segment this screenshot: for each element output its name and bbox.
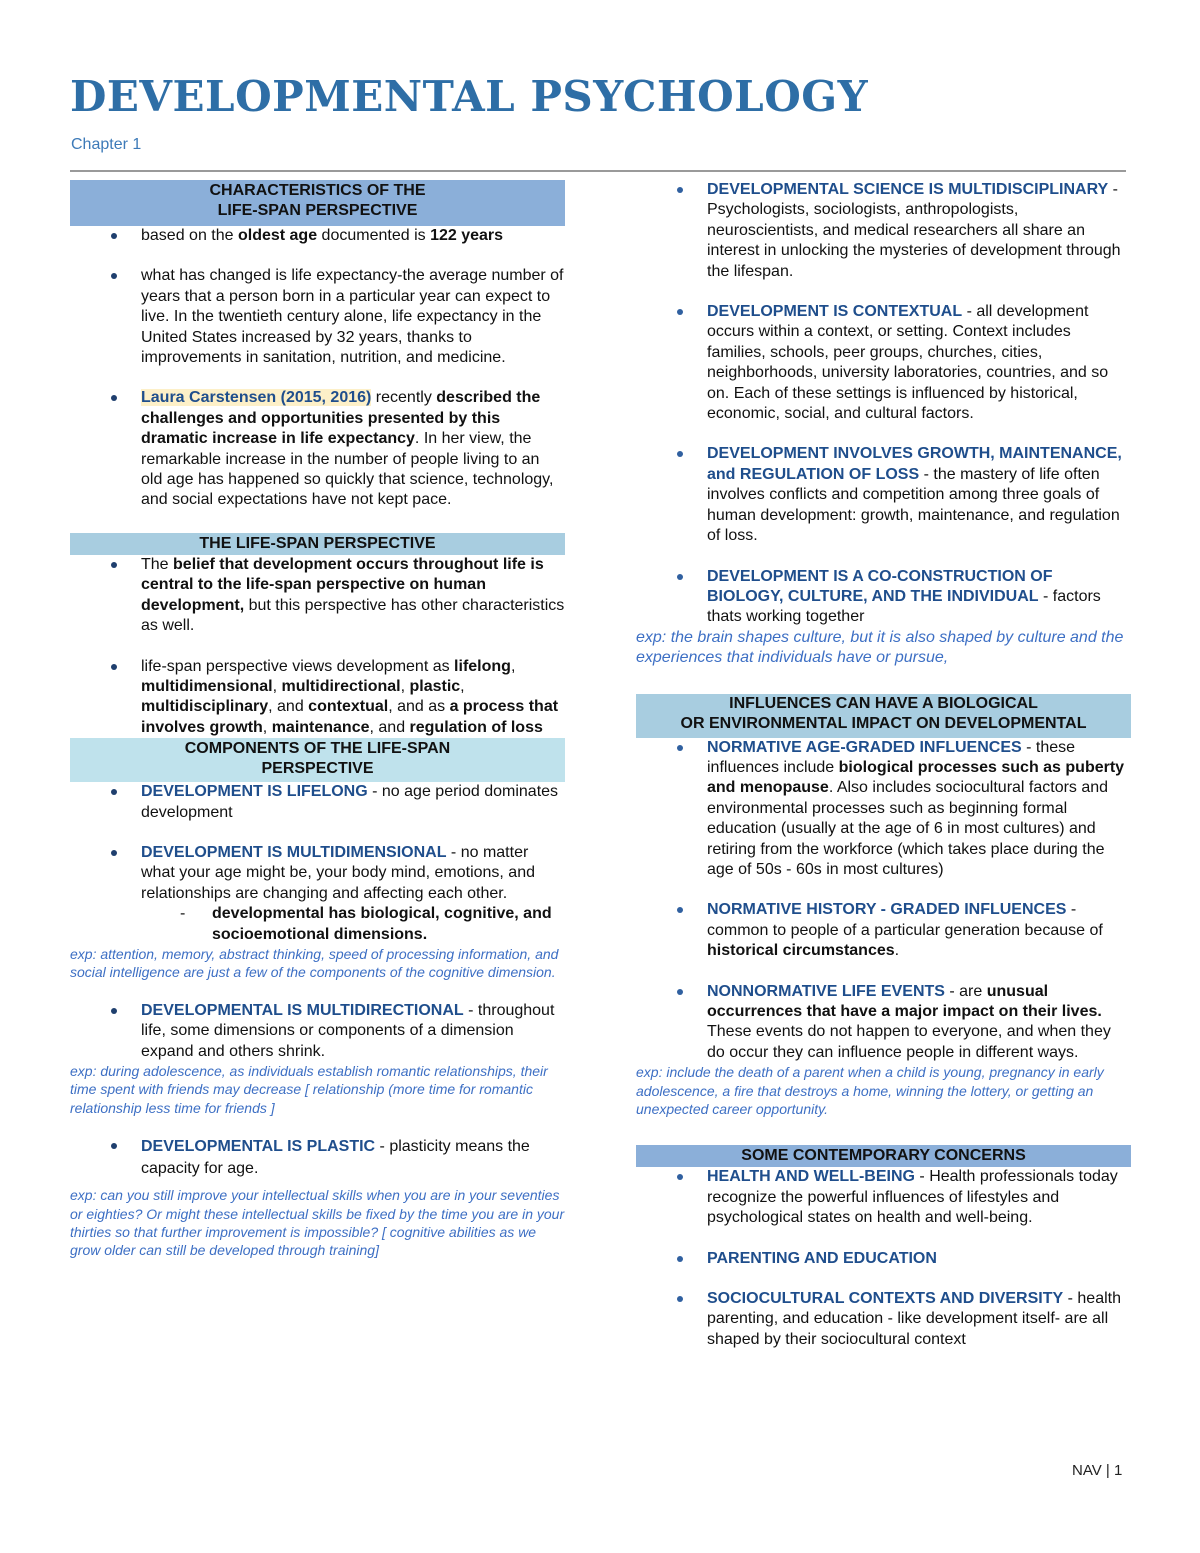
bold-text: lifelong — [454, 657, 511, 675]
bold-text: oldest age — [237, 227, 318, 244]
bold-text: described the challenges and opportunities presented by this dramatic increase in life expectancy — [141, 389, 541, 448]
list-item — [70, 657, 565, 739]
example-text: exp: can you still improve your intellectual skills when you are in your seventies or eighties? Or might these intellectual skills be fixed by the time you are in your thirties so that further improvement is impossible? [ cognitive abilities as we grow older can still be developed through training] — [70, 1187, 565, 1259]
text: , — [460, 677, 465, 695]
spacer — [636, 1269, 1131, 1289]
list-item — [70, 388, 565, 510]
list-item — [70, 226, 565, 246]
text: documented is — [317, 227, 431, 244]
text: - plasticity means the capacity for age. — [141, 1138, 530, 1178]
text: - common to people of a particular generation because of — [707, 901, 1103, 939]
bold-text: multidimensional — [141, 677, 273, 695]
bold-text: biological processes such as puberty and menopause — [707, 758, 1125, 797]
text: - are — [944, 982, 987, 1000]
text: - factors thats working together — [707, 587, 1101, 626]
keyword: PARENTING AND EDUCATION — [707, 1249, 937, 1267]
text: These events do not happen to everyone, and when they do occur they can influence people in different ways. — [707, 1023, 1111, 1061]
list-item — [70, 782, 565, 823]
text: - throughout life, some dimensions or components of a dimension expand and others shrink. — [141, 1001, 555, 1060]
document-title: DEVELOPMENTAL PSYCHOLOGY — [70, 72, 869, 121]
text: - no matter what your age might be, your body mind, emotions, and relationships are changing and affecting each other. — [141, 843, 535, 902]
text: recently — [371, 389, 437, 407]
section-header-characteristics — [70, 180, 565, 226]
list-item — [636, 444, 1131, 546]
keyword: DEVELOPMENT IS LIFELONG — [141, 783, 368, 801]
text: - these influences include — [707, 738, 1076, 776]
list-item — [636, 302, 1131, 424]
text: The — [141, 555, 174, 573]
section-header-influences — [636, 694, 1131, 738]
keyword: HEALTH AND WELL-BEING — [707, 1168, 915, 1186]
header-line: PERSPECTIVE — [261, 760, 374, 778]
spacer — [636, 669, 1131, 694]
text: , — [262, 718, 272, 736]
concerns-list — [636, 1167, 1131, 1350]
keyword: DEVELOPMENTAL SCIENCE IS MULTIDISCIPLINARY — [707, 181, 1109, 198]
dash-marker: - — [180, 905, 186, 923]
list-item — [70, 1136, 565, 1180]
keyword: DEVELOPMENT INVOLVES GROWTH, MAINTENANCE, and REGULATION OF LOSS — [707, 445, 1122, 483]
spacer — [70, 823, 565, 843]
bold-text: multidisciplinary — [141, 698, 269, 716]
text: , and as — [388, 698, 450, 716]
header-line: LIFE-SPAN PERSPECTIVE — [217, 202, 418, 219]
keyword: NORMATIVE HISTORY - GRADED INFLUENCES — [707, 901, 1067, 919]
text: . In her view, the remarkable increase in the number of people living to an old age has happened so quickly that science, technology, and social expectations have not kept pace. — [141, 430, 554, 509]
list-item — [636, 982, 1131, 1064]
text: - health parenting, and education - like development itself- are all shaped by their sociocultural context — [707, 1290, 1121, 1348]
citation-highlight: Laura Carstensen (2015, 2016) — [141, 389, 372, 407]
text: . — [894, 942, 900, 960]
text: . Also includes sociocultural factors and environmental processes such as beginning formal education (usually at the age of 6 in most cultures) and retiring from the workforce (which takes place during the age of 50s - 60s in most cultures) — [707, 779, 1109, 878]
bold-text: contextual — [308, 698, 389, 716]
spacer — [70, 246, 565, 266]
example-text: exp: include the death of a parent when a child is young, pregnancy in early adolescence, a fire that destroys a home, winning the lottery, or getting an unexpected career opportunity. — [636, 1064, 1104, 1118]
bold-text: developmental has biological, cognitive, and socioemotional dimensions. — [212, 905, 552, 943]
bold-text: 122 years — [430, 227, 504, 244]
text: , — [272, 677, 282, 695]
bold-text: belief that development occurs throughout life is central to the life-span perspective on human development, — [141, 555, 544, 614]
bold-text: historical circumstances — [707, 942, 895, 960]
keyword: DEVELOPMENT IS MULTIDIMENSIONAL — [141, 843, 447, 861]
influences-list — [636, 738, 1131, 1064]
example-text: exp: during adolescence, as individuals establish romantic relationships, their time spent with friends may decrease [ relationship (more time for romantic relationship less time for friends ] — [70, 1063, 548, 1116]
components-list-3 — [70, 1136, 565, 1180]
header-line: CHARACTERISTICS OF THE — [209, 182, 426, 199]
list-item — [636, 1249, 1131, 1269]
spacer — [636, 1118, 1131, 1145]
header-line: INFLUENCES CAN HAVE A BIOLOGICAL — [729, 694, 1038, 712]
spacer — [636, 962, 1131, 982]
spacer — [70, 1117, 565, 1136]
sub-point — [70, 904, 565, 945]
bold-text: regulation of loss — [409, 718, 543, 736]
spacer — [636, 1229, 1131, 1249]
spacer — [70, 368, 565, 388]
spacer — [70, 637, 565, 657]
text: - Psychologists, sociologists, anthropologists, neuroscientists, and medical researchers all share an interest in unlocking the mysteries of development through the lifespan. — [707, 181, 1121, 280]
keyword: DEVELOPMENTAL IS PLASTIC — [141, 1138, 376, 1156]
keyword: NORMATIVE AGE-GRADED INFLUENCES — [707, 738, 1022, 756]
text: , and — [268, 698, 309, 716]
spacer — [636, 880, 1131, 900]
components-list-2 — [70, 1001, 565, 1062]
text: - all development occurs within a context, or setting. Context includes families, schools, peer groups, churches, cities, neighborhoods, university laboratories, countries, and so on. Each of these settings is influenced by historical, economic, social, and cultural factors. — [707, 303, 1109, 423]
list-item — [636, 1167, 1131, 1228]
right-column — [636, 180, 1131, 1350]
spacer — [70, 511, 565, 533]
components-list — [70, 782, 565, 904]
keyword: SOCIOCULTURAL CONTEXTS AND DIVERSITY — [707, 1290, 1064, 1308]
bold-text: maintenance — [271, 718, 370, 736]
right-list — [636, 180, 1131, 628]
characteristics-list — [70, 226, 565, 511]
example-text: exp: attention, memory, abstract thinking, speed of processing information, and social intelligence are just a few of the components of the cognitive dimension. — [70, 945, 559, 981]
text: , and — [369, 718, 410, 736]
list-item — [636, 900, 1131, 961]
keyword: DEVELOPMENT IS CONTEXTUAL — [707, 303, 963, 321]
page-footer: NAV | 1 — [1072, 1462, 1123, 1479]
list-item — [636, 180, 1131, 282]
text: life-span perspective views development as — [141, 657, 455, 675]
text: based on the — [141, 227, 238, 244]
text: - no age period dominates development — [141, 783, 559, 821]
section-header-components — [70, 738, 565, 782]
section-header-life-span-perspective: THE LIFE-SPAN PERSPECTIVE — [70, 533, 565, 555]
list-item: what has changed is life expectancy-the average number of years that a person born in a particular year can expect to live. In the twentieth century alone, life expectancy in the United States increased by 32 years, thanks to improvements in sanitation, nutrition, and medicine. — [70, 266, 565, 368]
chapter-subtitle: Chapter 1 — [71, 136, 142, 153]
bold-text: unusual occurrences that have a major impact on their lives. — [707, 982, 1102, 1020]
perspective-list — [70, 555, 565, 738]
spacer — [70, 982, 565, 1001]
text: but this perspective has other characteristics as well. — [141, 596, 565, 635]
spacer — [636, 547, 1131, 567]
bold-text: a process that involves growth — [141, 698, 559, 736]
text: , — [510, 657, 516, 675]
list-item — [636, 567, 1131, 628]
header-line: COMPONENTS OF THE LIFE-SPAN — [184, 740, 451, 758]
list-item — [636, 738, 1131, 881]
bold-text: plastic — [409, 677, 461, 695]
keyword: NONNORMATIVE LIFE EVENTS — [707, 982, 945, 1000]
text: - Health professionals today recognize the powerful influences of lifestyles and psychological states on health and well-being. — [707, 1168, 1118, 1227]
spacer — [636, 282, 1131, 302]
list-item — [636, 1289, 1131, 1350]
example-text: exp: the brain shapes culture, but it is also shaped by culture and the experiences that individuals have or pursue, — [636, 628, 1124, 667]
text: - the mastery of life often involves conflicts and competition among three goals of human development: growth, maintenance, and regulation of loss. — [707, 465, 1120, 545]
bold-text: multidirectional — [281, 677, 401, 695]
left-column — [70, 180, 565, 1260]
keyword: DEVELOPMENTAL IS MULTIDIRECTIONAL — [141, 1001, 464, 1019]
text: , — [400, 677, 410, 695]
spacer — [636, 424, 1131, 444]
list-item — [70, 843, 565, 904]
header-line: OR ENVIRONMENTAL IMPACT ON DEVELOPMENTAL — [680, 714, 1087, 732]
section-header-contemporary-concerns: SOME CONTEMPORARY CONCERNS — [636, 1145, 1131, 1167]
title-divider — [70, 170, 1126, 172]
list-item — [70, 1001, 565, 1062]
list-item — [70, 555, 565, 637]
keyword: DEVELOPMENT IS A CO-CONSTRUCTION OF BIOLOGY, CULTURE, AND THE INDIVIDUAL — [707, 567, 1053, 605]
